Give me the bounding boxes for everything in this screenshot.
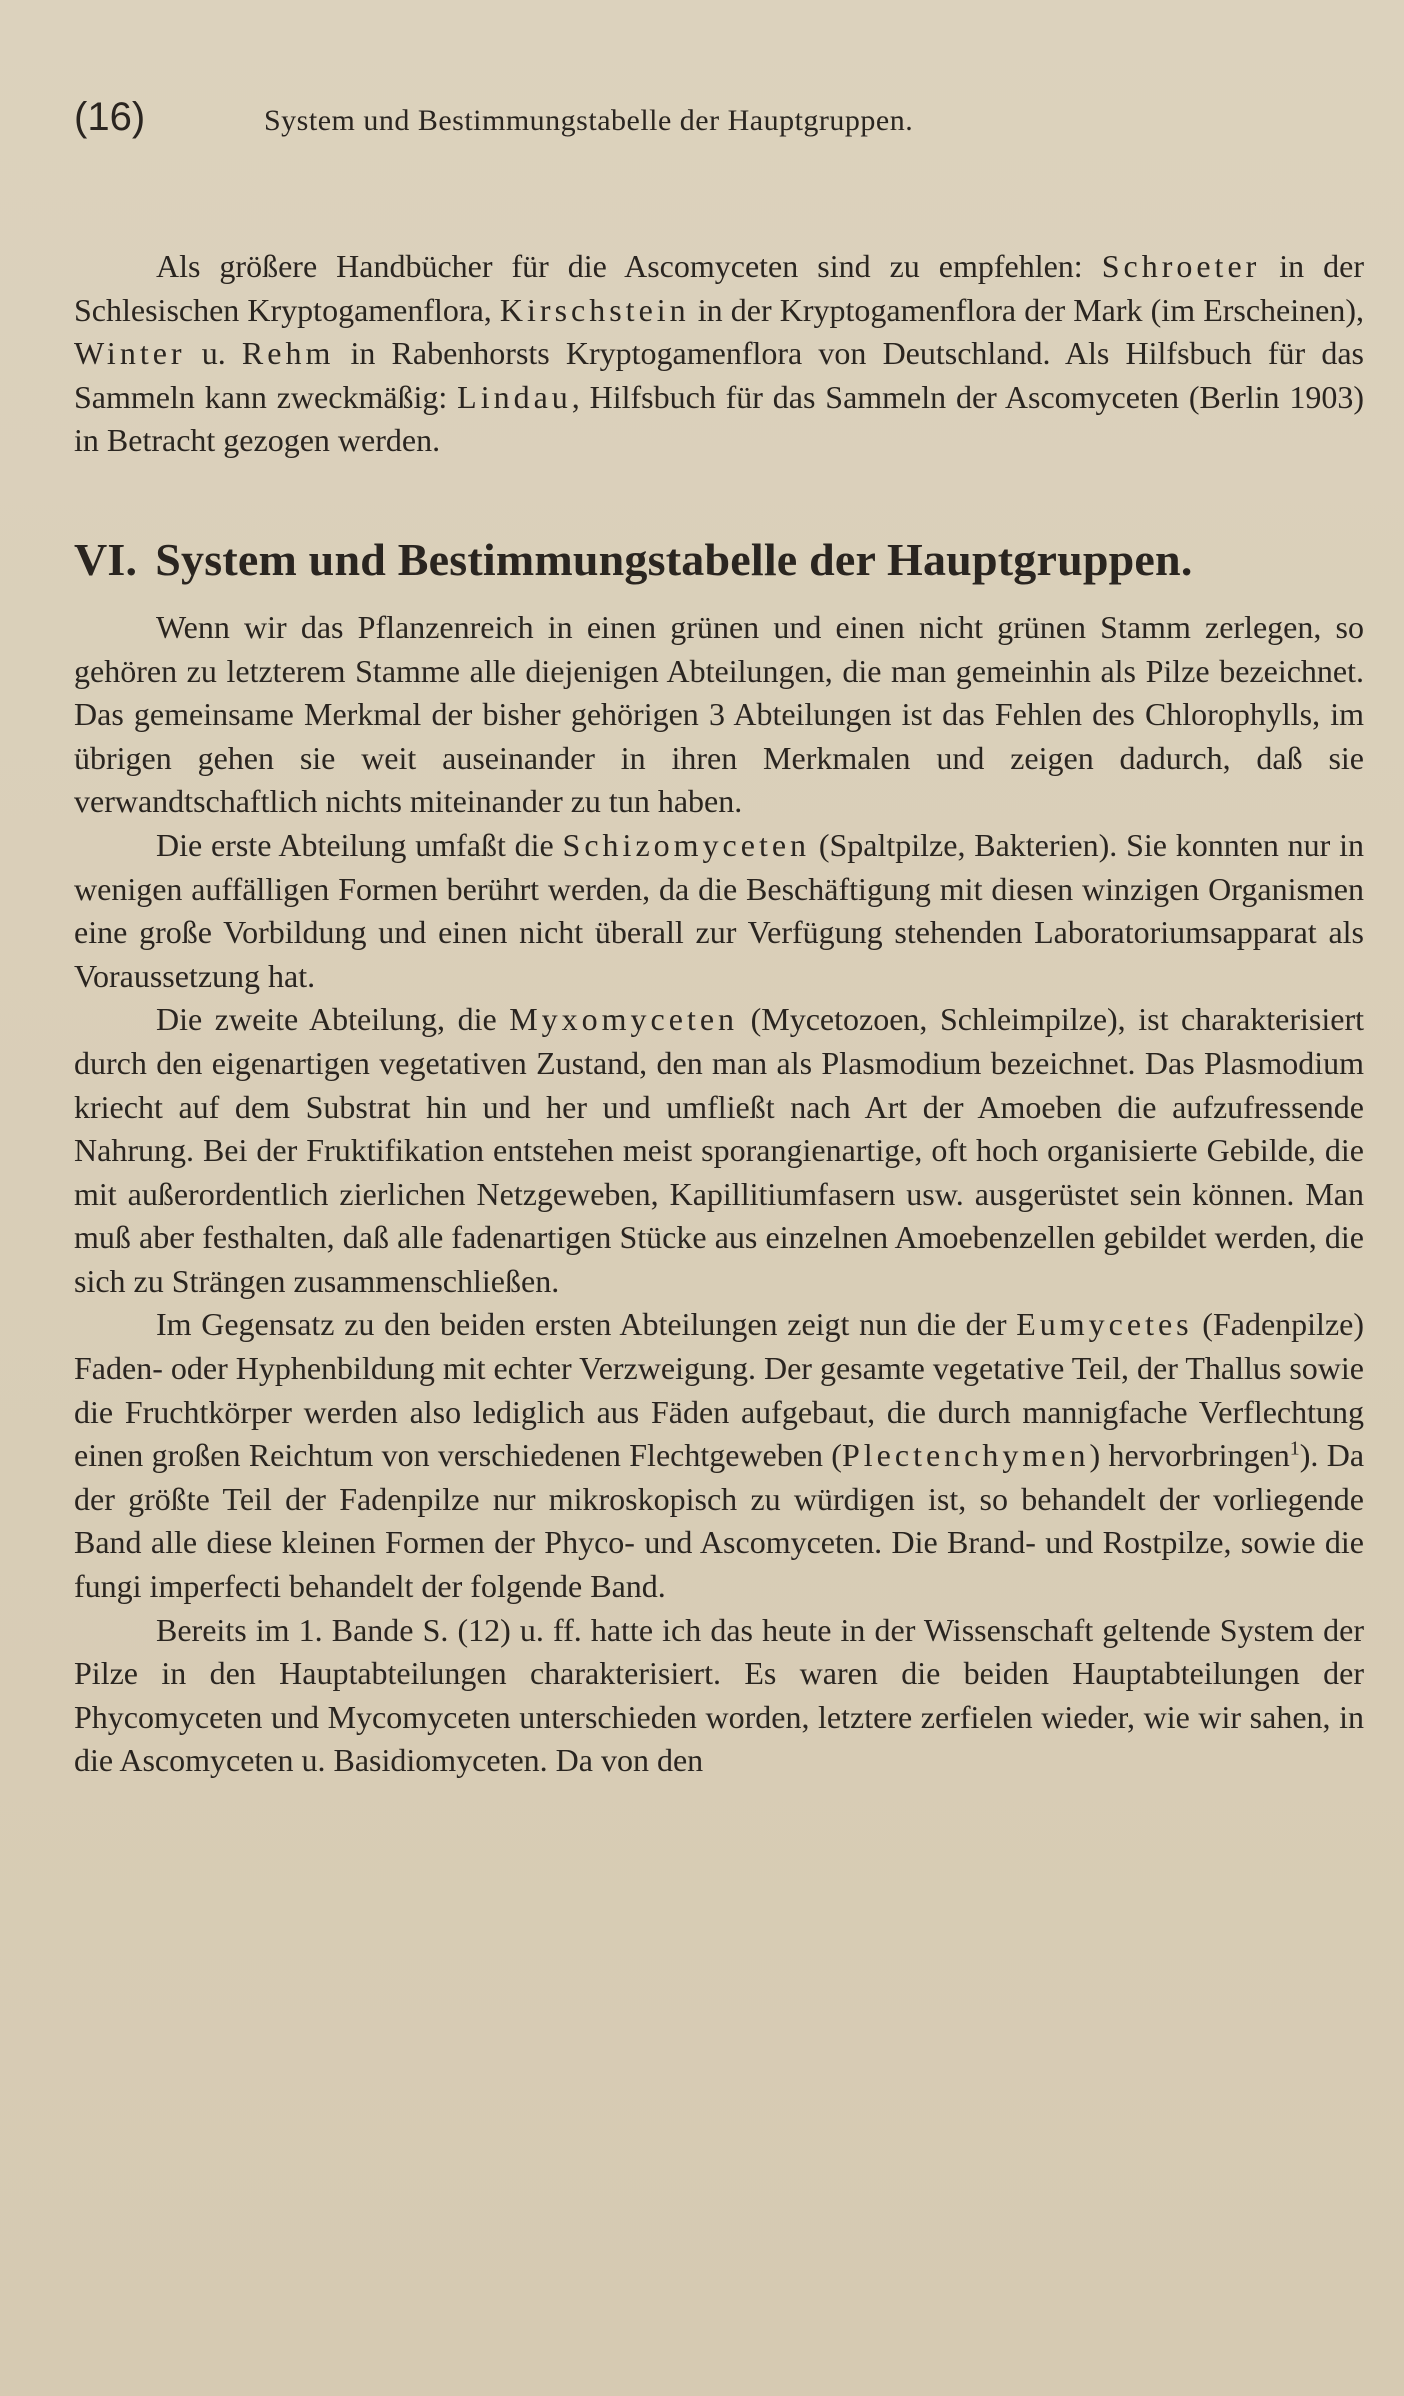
footnote-marker: 1 [1289,1437,1300,1460]
intro-paragraph: Als größere Handbücher für die Ascomyceten sind zu empfehlen: Schroeter in der Schlesischen Kryptogamenflora, Kirschstein in der Kryptogamenflora der Mark (im Erscheinen), Winter u. Rehm in Rabenhorsts Kryptogamenflora von Deutschland. Als Hilfsbuch für das Sammeln kann zweckmäßig: Lindau, Hilfsbuch für das Sammeln der Ascomyceten (Berlin 1903) in Betracht gezogen werden. [74,248,1365,459]
intro-block [74,245,1364,463]
author-name: Schroeter [1101,248,1261,284]
paragraph: Im Gegensatz zu den beiden ersten Abteilungen zeigt nun die der Eumycetes (Fadenpilze) Faden- oder Hyphenbildung mit echter Verzweigung. Der gesamte vegetative Teil, der Thallus sowie die Fruchtkörper werden also lediglich aus Fäden aufgebaut, die durch mannigfache Verflechtung einen großen Reichtum von verschiedenen Flechtgeweben (Plectenchymen) hervorbringen$^1$). Da der größte Teil der Fadenpilze nur mikroskopisch zu würdigen ist, so behandelt der vorliegende Band alle diese kleinen Formen der Phyco- und Ascomyceten. Die Brand- und Rostpilze, sowie die fungi imperfecti behandelt der folgende Band. [74,1306,1365,1605]
paragraph: Die zweite Abteilung, die Myxomyceten (Mycetozoen, Schleimpilze), ist charakterisiert durch den eigenartigen vegetativen Zustand, den man als Plasmodium bezeichnet. Das Plasmodium kriecht auf dem Substrat hin und her und umfließt nach Art der Amoeben die aufzufressende Nahrung. Bei der Fruktifikation entstehen meist sporangienartige, oft hoch organisierte Gebilde, die mit außerordentlich zierlichen Netzgeweben, Kapillitiumfasern usw. ausgerüstet sein können. Man muß aber festhalten, daß alle fadenartigen Stücke aus einzelnen Amoebenzellen gebildet werden, die sich zu Strängen zusammenschließen. [74,1001,1364,1299]
section-number: VI. [74,533,138,585]
running-title: System und Bestimmungstabelle der Hauptgruppen. [264,104,914,137]
taxon-term: Eumycetes [1016,1306,1193,1343]
page-number: (16) [74,95,146,139]
paragraph: Wenn wir das Pflanzenreich in einen grünen und einen nicht grünen Stamm zerlegen, so gehören zu letzterem Stamme alle diejenigen Abteilungen, die man gemeinhin als Pilze bezeichnet. Das gemeinsame Merkmal der bisher gehörigen 3 Abteilungen ist das Fehlen des Chlorophylls, im übrigen gehen sie weit auseinander in ihren Merkmalen und zeigen dadurch, daß sie verwandtschaftlich nichts miteinander zu tun haben. [74,608,1364,820]
author-name: Rehm [241,335,335,372]
taxon-term: Myxomyceten [509,1001,739,1038]
author-name: Winter [74,335,186,372]
author-name: Kirschstein [499,291,690,328]
paragraph: Die erste Abteilung umfaßt die Schizomyceten (Spaltpilze, Bakterien). Sie konnten nur in wenigen auffälligen Formen berührt werden, da die Beschäftigung mit diesen winzigen Organismen eine große Vorbildung und einen nicht überall zur Verfügung stehenden Laboratoriumsapparat als Voraussetzung hat. [74,826,1365,994]
section-title: System und Bestimmungstabelle der Hauptgruppen. [155,533,1193,585]
section-heading [74,533,1364,586]
section-body [74,606,1364,1783]
taxon-term: Schizomyceten [562,826,811,863]
taxon-term: Plectenchymen [841,1437,1090,1474]
running-head [74,95,1364,175]
author-name: Lindau [457,378,572,415]
paragraph: Bereits im 1. Bande S. (12) u. ff. hatte ich das heute in der Wissenschaft geltende System der Pilze in den Hauptabteilungen charakterisiert. Es waren die beiden Hauptabteilungen der Phycomyceten und Mycomyceten unterschieden worden, letztere zerfielen wieder, wie wir sahen, in die Ascomyceten u. Basidiomyceten. Da von den [74,1611,1364,1779]
